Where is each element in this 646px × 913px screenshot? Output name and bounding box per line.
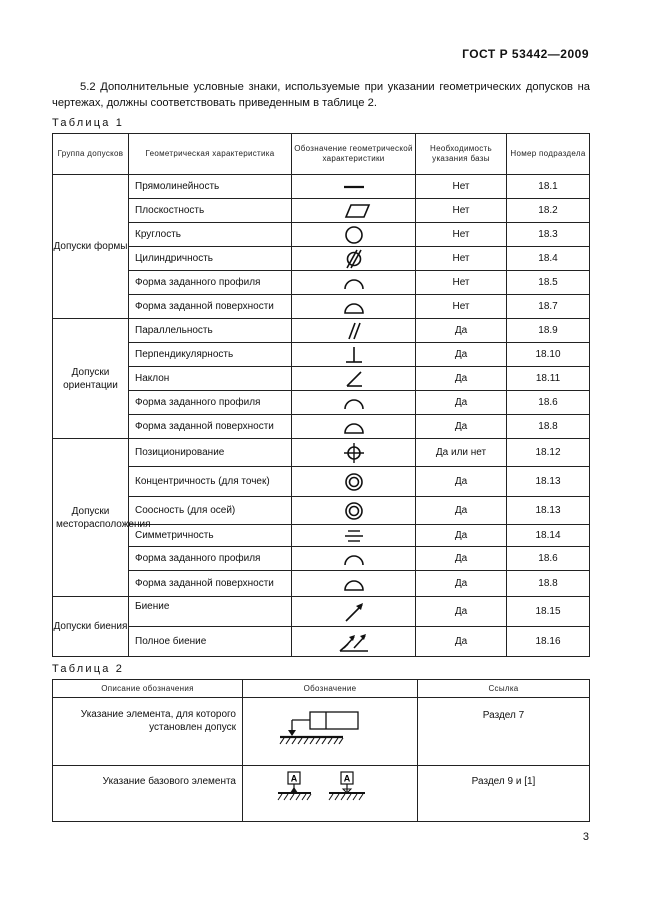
table-row <box>53 199 590 223</box>
table1 <box>52 133 590 657</box>
char-cell: Форма заданной поверхности <box>129 571 292 597</box>
table-row <box>53 367 590 391</box>
section-cell: 18.11 <box>507 367 590 391</box>
section-cell: 18.2 <box>507 199 590 223</box>
section-cell: 18.3 <box>507 223 590 247</box>
table1-header: Необходимость указания базы <box>416 134 507 175</box>
toleranced-feature-icon <box>243 698 418 766</box>
profile-line-icon <box>292 391 416 415</box>
desc-cell: Указание элемента, для которого установлен допуск <box>53 698 243 766</box>
char-cell: Симметричность <box>129 525 292 547</box>
char-cell: Форма заданной поверхности <box>129 415 292 439</box>
document-id: ГОСТ Р 53442—2009 <box>462 47 589 61</box>
char-cell: Биение <box>129 597 292 627</box>
symmetry-icon <box>292 525 416 547</box>
group-label-location: Допуски месторасположения <box>53 439 129 597</box>
table1-header-row <box>53 134 590 175</box>
section-cell: 18.4 <box>507 247 590 271</box>
table2-header: Описание обозначения <box>53 680 243 698</box>
profile-surface-icon <box>292 415 416 439</box>
table1-header: Обозначение геометрической характеристики <box>292 134 416 175</box>
intro-paragraph: 5.2 Дополнительные условные знаки, используемые при указании геометрических допусков на чертежах, должны соответствовать приведенным в таблице 2. <box>52 81 590 109</box>
base-cell: Да <box>416 497 507 525</box>
perpendicularity-icon <box>292 343 416 367</box>
table1-caption: Таблица 1 <box>52 117 125 129</box>
base-cell: Да <box>416 627 507 657</box>
char-cell: Перпендикулярность <box>129 343 292 367</box>
section-cell: 18.1 <box>507 175 590 199</box>
table1-header: Номер подраздела <box>507 134 590 175</box>
table-row <box>53 295 590 319</box>
angularity-icon <box>292 367 416 391</box>
datum-letter-right: A <box>343 773 351 784</box>
base-cell: Нет <box>416 295 507 319</box>
table-row <box>53 271 590 295</box>
table-row <box>53 627 590 657</box>
ref-cell: Раздел 7 <box>418 698 590 766</box>
concentricity-icon <box>292 467 416 497</box>
runout-icon <box>292 597 416 627</box>
cylindricity-icon <box>292 247 416 271</box>
base-cell: Да <box>416 467 507 497</box>
group-label-runout: Допуски биения <box>53 597 129 657</box>
desc-cell: Указание базового элемента <box>53 766 243 822</box>
table-row <box>53 547 590 571</box>
base-cell: Нет <box>416 175 507 199</box>
coaxiality-icon <box>292 497 416 525</box>
profile-line-icon <box>292 547 416 571</box>
position-icon <box>292 439 416 467</box>
profile-surface-icon <box>292 571 416 597</box>
straightness-icon <box>292 175 416 199</box>
table-row <box>53 175 590 199</box>
base-cell: Да <box>416 597 507 627</box>
base-cell: Да <box>416 367 507 391</box>
char-cell: Форма заданного профиля <box>129 547 292 571</box>
ref-cell: Раздел 9 и [1] <box>418 766 590 822</box>
flatness-icon <box>292 199 416 223</box>
table-row <box>53 343 590 367</box>
char-cell: Форма заданного профиля <box>129 271 292 295</box>
char-cell: Позиционирование <box>129 439 292 467</box>
section-cell: 18.5 <box>507 271 590 295</box>
base-cell: Да <box>416 525 507 547</box>
char-cell: Форма заданной поверхности <box>129 295 292 319</box>
section-cell: 18.8 <box>507 571 590 597</box>
char-cell: Плоскостность <box>129 199 292 223</box>
char-cell: Соосность (для осей) <box>129 497 292 525</box>
total-runout-icon <box>292 627 416 657</box>
char-cell: Параллельность <box>129 319 292 343</box>
char-cell: Круглость <box>129 223 292 247</box>
base-cell: Нет <box>416 247 507 271</box>
section-cell: 18.15 <box>507 597 590 627</box>
section-cell: 18.14 <box>507 525 590 547</box>
char-cell: Прямолинейность <box>129 175 292 199</box>
section-cell: 18.16 <box>507 627 590 657</box>
circularity-icon <box>292 223 416 247</box>
table2-header: Ссылка <box>418 680 590 698</box>
section-cell: 18.12 <box>507 439 590 467</box>
table-row <box>53 597 590 627</box>
datum-feature-icon <box>243 766 418 822</box>
group-label-form: Допуски формы <box>53 175 129 319</box>
table-row <box>53 247 590 271</box>
section-cell: 18.10 <box>507 343 590 367</box>
char-cell: Наклон <box>129 367 292 391</box>
table-row <box>53 415 590 439</box>
table-row <box>53 571 590 597</box>
table-row <box>53 467 590 497</box>
section-cell: 18.8 <box>507 415 590 439</box>
table2-header: Обозначение <box>243 680 418 698</box>
base-cell: Да <box>416 547 507 571</box>
page-number: 3 <box>582 831 589 843</box>
section-cell: 18.13 <box>507 467 590 497</box>
table-row <box>53 319 590 343</box>
base-cell: Да <box>416 571 507 597</box>
base-cell: Да <box>416 391 507 415</box>
section-cell: 18.9 <box>507 319 590 343</box>
char-cell: Полное биение <box>129 627 292 657</box>
char-cell: Форма заданного профиля <box>129 391 292 415</box>
profile-surface-icon <box>292 295 416 319</box>
section-cell: 18.13 <box>507 497 590 525</box>
table-row <box>53 439 590 467</box>
table-row <box>53 223 590 247</box>
profile-line-icon <box>292 271 416 295</box>
base-cell: Да <box>416 319 507 343</box>
table2 <box>52 679 590 822</box>
table2-caption: Таблица 2 <box>52 663 125 675</box>
table-row <box>53 766 590 822</box>
base-cell: Да или нет <box>416 439 507 467</box>
table-row <box>53 391 590 415</box>
table2-header-row <box>53 680 590 698</box>
base-cell: Нет <box>416 199 507 223</box>
char-cell: Цилиндричность <box>129 247 292 271</box>
table-row <box>53 698 590 766</box>
base-cell: Нет <box>416 271 507 295</box>
parallelism-icon <box>292 319 416 343</box>
base-cell: Нет <box>416 223 507 247</box>
table1-header: Группа допусков <box>53 134 129 175</box>
base-cell: Да <box>416 415 507 439</box>
char-cell: Концентричность (для точек) <box>129 467 292 497</box>
section-cell: 18.7 <box>507 295 590 319</box>
base-cell: Да <box>416 343 507 367</box>
datum-letter-left: A <box>290 773 298 784</box>
section-cell: 18.6 <box>507 547 590 571</box>
table1-header: Геометрическая характеристика <box>129 134 292 175</box>
section-cell: 18.6 <box>507 391 590 415</box>
group-label-orientation: Допуски ориентации <box>53 319 129 439</box>
